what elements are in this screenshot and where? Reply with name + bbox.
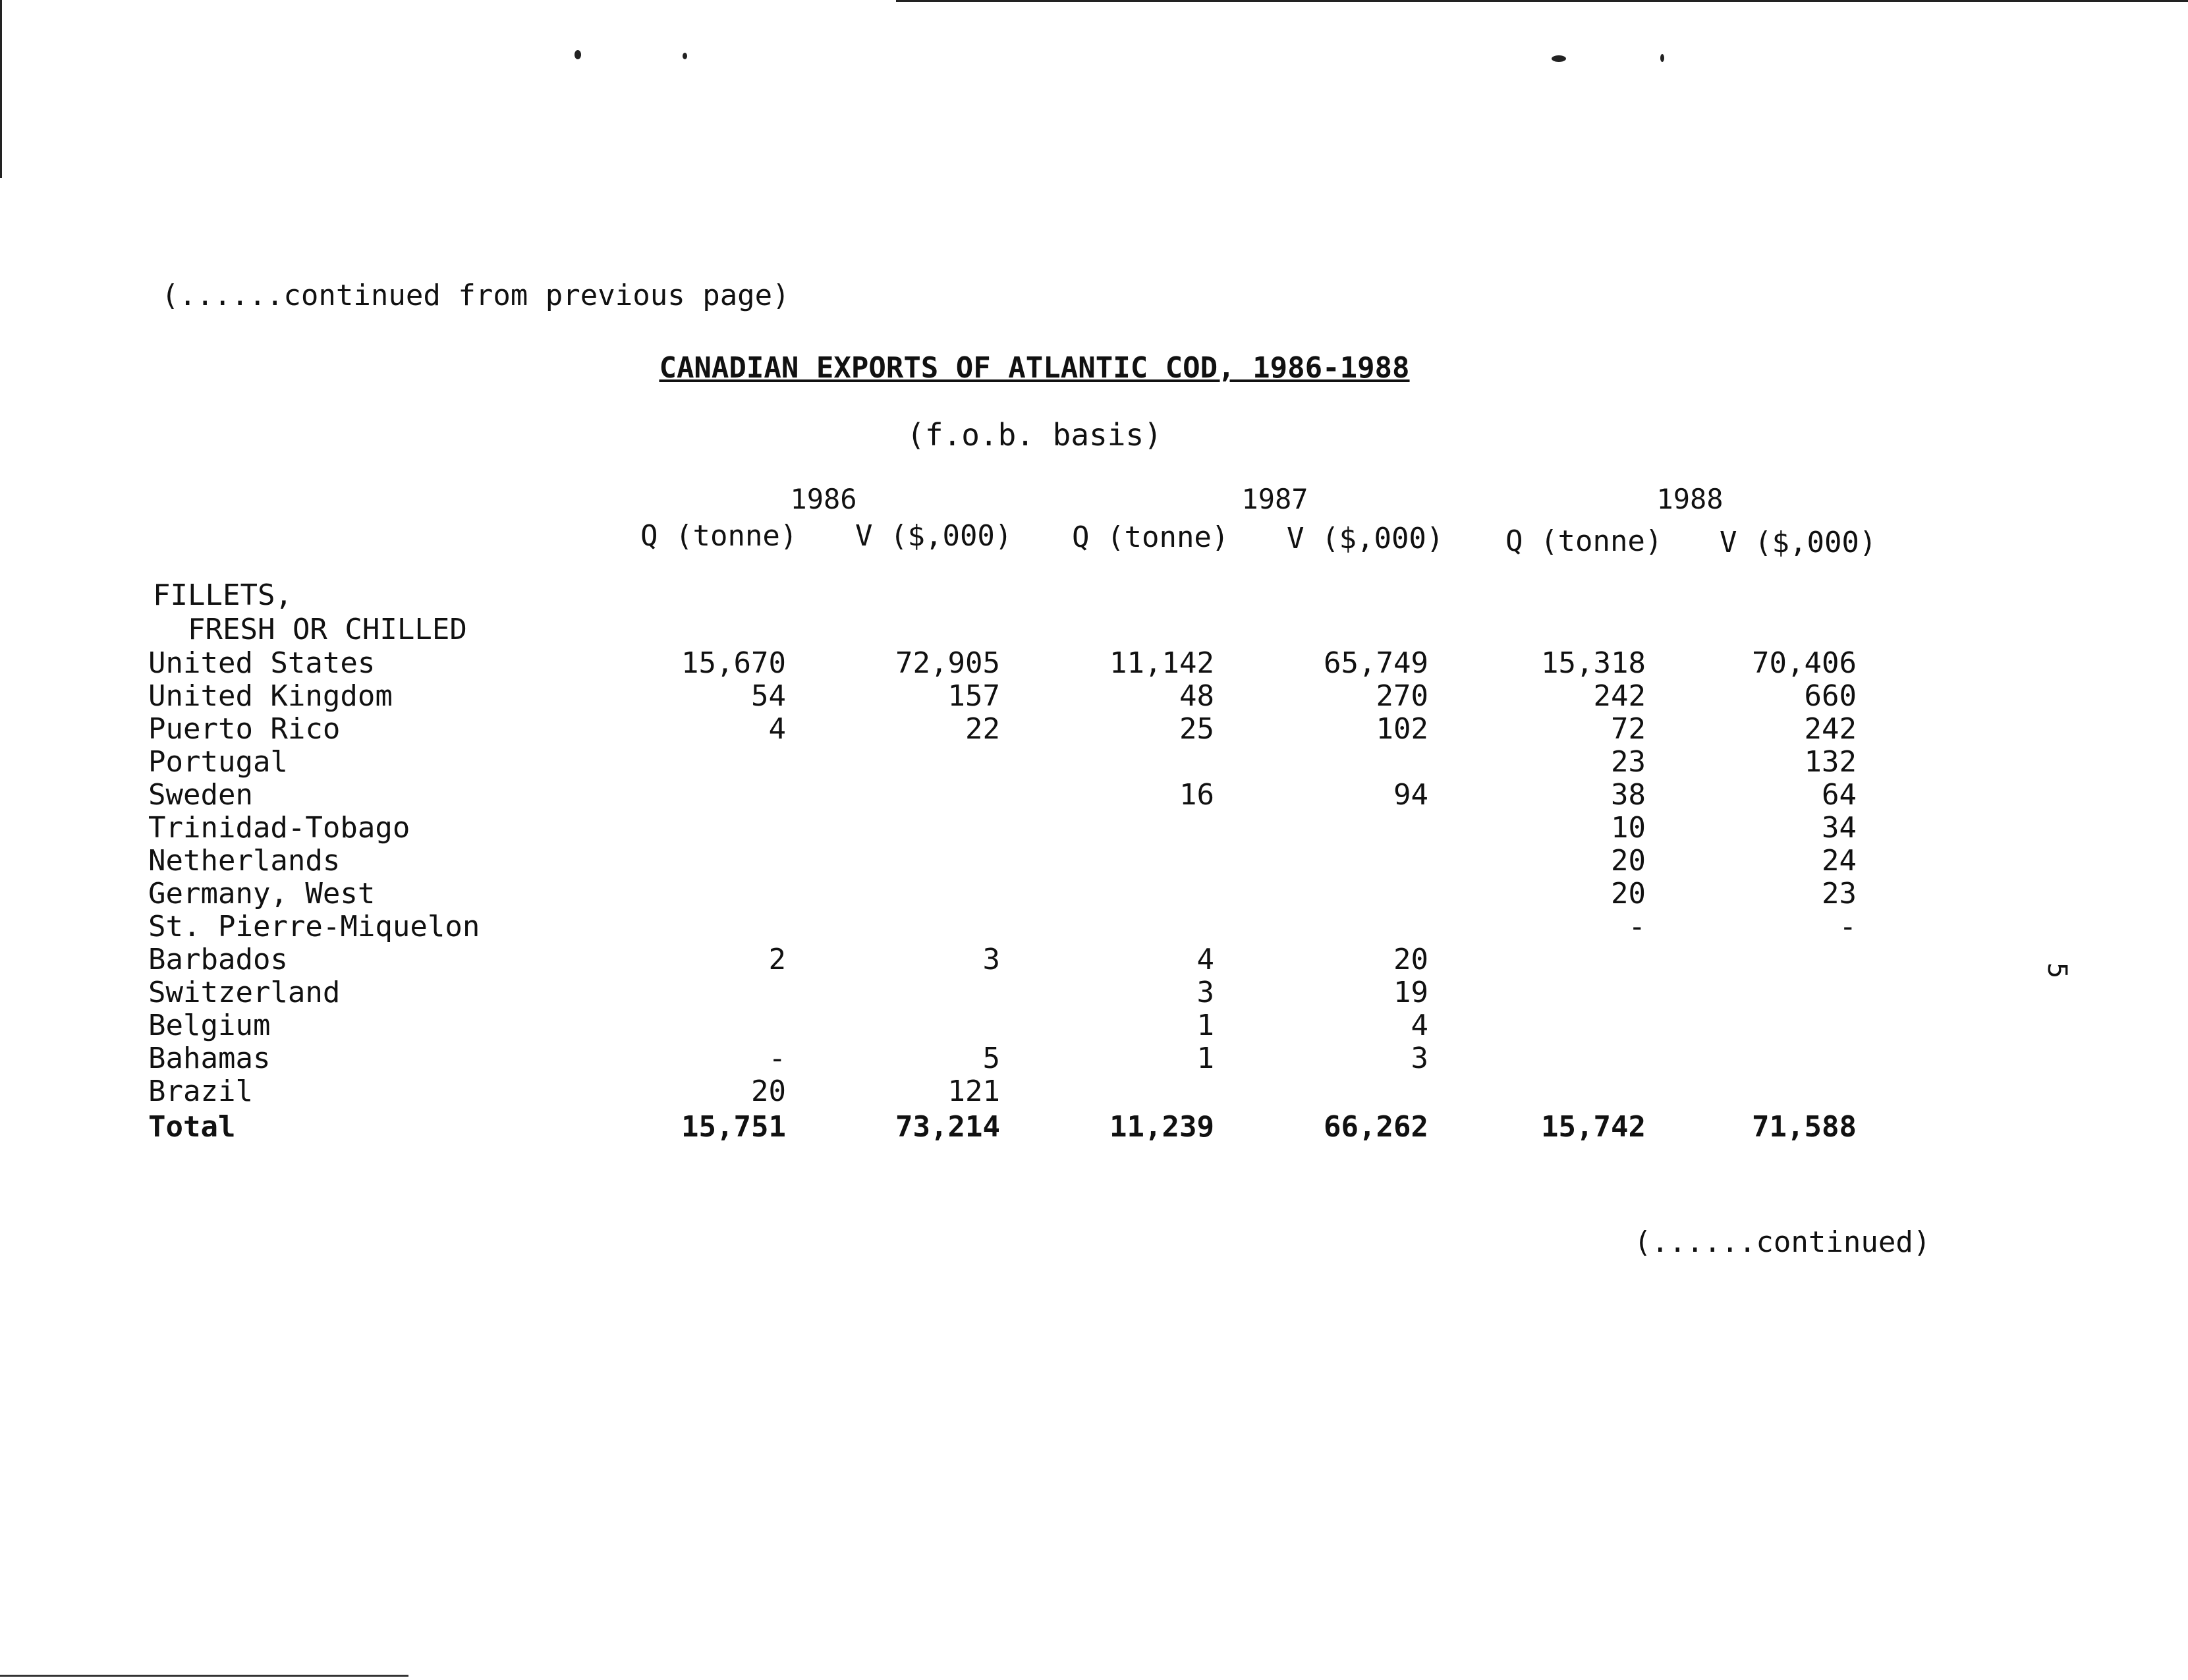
q1987-cell: [1000, 746, 1214, 779]
q1988-cell: 72: [1611, 712, 1646, 746]
table-row: [148, 779, 1857, 812]
q1987-cell: 3: [1196, 976, 1214, 1009]
country-cell: Portugal: [148, 745, 288, 779]
country-cell: Brazil: [148, 1075, 253, 1108]
col-header-v-1986: V ($,000): [855, 519, 1013, 553]
q1986-cell: [652, 910, 786, 943]
v1988-cell: 71,588: [1752, 1110, 1857, 1144]
scan-speck: [1552, 55, 1566, 62]
q1986-cell: [652, 1009, 786, 1042]
v1988-cell: 242: [1804, 712, 1857, 746]
v1986-cell: [786, 910, 1000, 943]
v1988-cell: 64: [1822, 778, 1857, 812]
exports-table: [148, 647, 1857, 1144]
continued-from-note: (......continued from previous page): [161, 279, 790, 312]
v1987-cell: [1214, 878, 1428, 910]
q1986-cell: 4: [768, 712, 786, 746]
table-row: [148, 1042, 1857, 1075]
table-row: [148, 812, 1857, 845]
country-cell: Sweden: [148, 778, 253, 812]
scan-speck: [1660, 54, 1664, 62]
v1988-cell: 132: [1804, 745, 1857, 779]
year-header-1988: 1988: [1656, 483, 1724, 515]
v1987-cell: [1214, 910, 1428, 943]
v1986-cell: 22: [965, 712, 1000, 746]
table-row: [148, 910, 1857, 943]
country-cell: Netherlands: [148, 844, 341, 878]
subcategory-label: FRESH OR CHILLED: [188, 613, 467, 646]
v1988-cell: [1646, 1042, 1857, 1075]
v1987-cell: [1214, 812, 1428, 845]
v1986-cell: 3: [982, 943, 1000, 976]
v1987-cell: [1214, 746, 1428, 779]
scan-edge-left: [0, 0, 2, 178]
scan-speck: [683, 53, 687, 59]
q1988-cell: [1428, 1042, 1646, 1075]
table-row: [148, 746, 1857, 779]
q1986-cell: -: [768, 1042, 786, 1075]
country-cell: Switzerland: [148, 976, 341, 1009]
q1986-cell: [652, 845, 786, 878]
q1986-cell: [652, 779, 786, 812]
q1988-cell: 10: [1611, 811, 1646, 845]
q1986-cell: 15,670: [681, 646, 786, 680]
v1986-cell: [786, 779, 1000, 812]
v1986-cell: [786, 1009, 1000, 1042]
v1986-cell: 157: [947, 679, 1000, 713]
country-cell: Barbados: [148, 943, 288, 976]
table-row: [148, 845, 1857, 878]
q1988-cell: [1428, 1009, 1646, 1042]
country-cell: St. Pierre-Miquelon: [148, 910, 480, 943]
q1988-cell: [1428, 1075, 1646, 1108]
v1987-cell: 3: [1411, 1042, 1428, 1075]
exports-table-body: [148, 647, 1857, 1144]
table-row: [148, 680, 1857, 713]
q1987-cell: 48: [1179, 679, 1214, 713]
v1987-cell: 20: [1393, 943, 1428, 976]
q1987-cell: 1: [1196, 1042, 1214, 1075]
q1987-cell: 11,239: [1109, 1110, 1214, 1144]
v1986-cell: [786, 746, 1000, 779]
q1986-cell: [652, 878, 786, 910]
v1986-cell: 121: [947, 1075, 1000, 1108]
v1987-cell: 270: [1376, 679, 1428, 713]
q1988-cell: 15,742: [1541, 1110, 1646, 1144]
v1986-cell: 73,214: [895, 1110, 1000, 1144]
v1987-cell: 66,262: [1324, 1110, 1428, 1144]
table-row: [148, 878, 1857, 910]
q1986-cell: [652, 976, 786, 1009]
q1988-cell: [1428, 976, 1646, 1009]
q1987-cell: [1000, 845, 1214, 878]
year-header-1987: 1987: [1241, 483, 1308, 515]
v1987-cell: [1214, 845, 1428, 878]
country-cell: Belgium: [148, 1009, 271, 1042]
col-header-q-1987: Q (tonne): [1072, 520, 1229, 554]
v1986-cell: [786, 812, 1000, 845]
table-row: [148, 647, 1857, 680]
country-cell: Total: [148, 1110, 236, 1144]
col-header-q-1988: Q (tonne): [1505, 524, 1663, 558]
v1986-cell: 72,905: [895, 646, 1000, 680]
v1986-cell: [786, 845, 1000, 878]
v1987-cell: 19: [1393, 976, 1428, 1009]
document-title: CANADIAN EXPORTS OF ATLANTIC COD, 1986-1988: [659, 351, 1410, 385]
v1987-cell: [1214, 1075, 1428, 1108]
table-row: [148, 1075, 1857, 1108]
category-label: FILLETS,: [153, 578, 293, 612]
year-header-1986: 1986: [790, 483, 857, 515]
q1988-cell: [1428, 943, 1646, 976]
v1987-cell: 65,749: [1324, 646, 1428, 680]
q1987-cell: 25: [1179, 712, 1214, 746]
v1988-cell: [1646, 976, 1857, 1009]
q1987-cell: [1000, 1075, 1214, 1108]
q1987-cell: [1000, 878, 1214, 910]
q1987-cell: 11,142: [1109, 646, 1214, 680]
v1987-cell: 4: [1411, 1009, 1428, 1042]
q1987-cell: 4: [1196, 943, 1214, 976]
country-cell: United Kingdom: [148, 679, 393, 713]
country-cell: Bahamas: [148, 1042, 271, 1075]
country-cell: United States: [148, 646, 376, 680]
q1986-cell: 15,751: [681, 1110, 786, 1144]
col-header-v-1987: V ($,000): [1287, 522, 1444, 555]
q1988-cell: 15,318: [1541, 646, 1646, 680]
v1988-cell: [1646, 1075, 1857, 1108]
col-header-q-1986: Q (tonne): [640, 519, 798, 553]
v1988-cell: 70,406: [1752, 646, 1857, 680]
v1988-cell: 660: [1804, 679, 1857, 713]
q1988-cell: 20: [1611, 877, 1646, 910]
scan-edge-bottom: [0, 1675, 408, 1677]
q1986-cell: [652, 746, 786, 779]
continued-note: (......continued): [1634, 1225, 1931, 1259]
q1986-cell: 2: [768, 943, 786, 976]
v1988-cell: [1646, 1009, 1857, 1042]
q1987-cell: [1000, 910, 1214, 943]
document-subtitle: (f.o.b. basis): [907, 417, 1162, 453]
v1986-cell: [786, 976, 1000, 1009]
page-number: 5: [2042, 962, 2073, 979]
q1987-cell: 16: [1179, 778, 1214, 812]
col-header-v-1988: V ($,000): [1720, 526, 1877, 559]
q1986-cell: [652, 812, 786, 845]
scan-speck: [575, 50, 581, 59]
v1988-cell: -: [1839, 910, 1857, 943]
v1988-cell: 24: [1822, 844, 1857, 878]
q1988-cell: -: [1628, 910, 1646, 943]
q1987-cell: [1000, 812, 1214, 845]
country-cell: Puerto Rico: [148, 712, 341, 746]
q1986-cell: 54: [751, 679, 786, 713]
q1988-cell: 242: [1593, 679, 1646, 713]
scan-edge-top: [896, 0, 2188, 2]
v1988-cell: 23: [1822, 877, 1857, 910]
v1986-cell: 5: [982, 1042, 1000, 1075]
v1986-cell: [786, 878, 1000, 910]
q1986-cell: 20: [751, 1075, 786, 1108]
v1988-cell: [1646, 943, 1857, 976]
v1987-cell: 94: [1393, 778, 1428, 812]
table-row: [148, 1009, 1857, 1042]
country-cell: Trinidad-Tobago: [148, 811, 410, 845]
total-row: [148, 1108, 1857, 1144]
table-row: [148, 713, 1857, 746]
table-row: [148, 943, 1857, 976]
q1988-cell: 20: [1611, 844, 1646, 878]
v1988-cell: 34: [1822, 811, 1857, 845]
q1988-cell: 23: [1611, 745, 1646, 779]
q1987-cell: 1: [1196, 1009, 1214, 1042]
v1987-cell: 102: [1376, 712, 1428, 746]
table-row: [148, 976, 1857, 1009]
country-cell: Germany, West: [148, 877, 376, 910]
q1988-cell: 38: [1611, 778, 1646, 812]
